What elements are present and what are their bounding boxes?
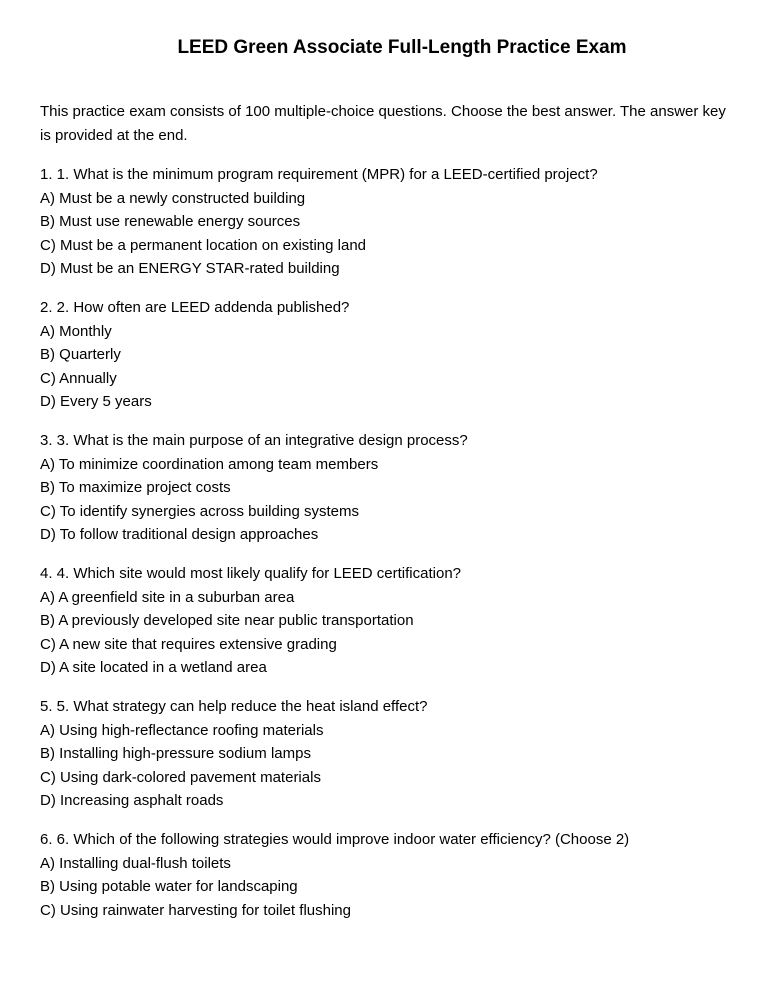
answer-option-b: B) To maximize project costs: [40, 479, 231, 496]
answer-option-a: A) Monthly: [40, 322, 112, 340]
answer-option-d: D) A site located in a wetland area: [40, 659, 267, 676]
answer-option-c: C) Annually: [40, 369, 117, 387]
question-text: 2. 2. How often are LEED addenda published?: [40, 299, 350, 316]
answer-option-c: C) Using rainwater harvesting for toilet flushing: [40, 901, 351, 919]
answer-option-b: B) Quarterly: [40, 346, 121, 363]
answer-option-c: C) Must be a permanent location on existing land: [40, 236, 367, 254]
answer-option-a: A) Must be a newly constructed building: [40, 189, 306, 207]
question-block-4: [40, 562, 740, 680]
document-title: LEED Green Associate Full-Length Practice Exam: [177, 37, 627, 58]
answer-option-a: A) Installing dual-flush toilets: [40, 854, 231, 872]
question-text: 4. 4. Which site would most likely qualify for LEED certification?: [40, 565, 462, 582]
question-block-5: [40, 695, 740, 813]
question-block-6: [40, 828, 740, 922]
answer-option-b: B) Installing high-pressure sodium lamps: [40, 745, 311, 762]
question-block-1: [40, 163, 740, 281]
question-text: 6. 6. Which of the following strategies would improve indoor water efficiency? (Choose 2): [40, 831, 630, 848]
answer-option-d: D) Every 5 years: [40, 393, 152, 410]
answer-option-b: B) Using potable water for landscaping: [40, 878, 298, 895]
answer-option-d: D) Increasing asphalt roads: [40, 792, 224, 809]
answer-option-c: C) Using dark-colored pavement materials: [40, 768, 321, 786]
answer-option-c: C) To identify synergies across building systems: [40, 502, 360, 520]
answer-option-a: A) Using high-reflectance roofing materials: [40, 721, 324, 739]
answer-option-c: C) A new site that requires extensive grading: [40, 635, 337, 653]
question-list: [40, 163, 740, 938]
answer-option-b: B) Must use renewable energy sources: [40, 213, 301, 230]
answer-option-d: D) Must be an ENERGY STAR-rated building: [40, 260, 340, 277]
question-block-3: [40, 429, 740, 547]
answer-option-a: A) A greenfield site in a suburban area: [40, 588, 295, 606]
question-block-2: [40, 296, 740, 414]
intro-paragraph: This practice exam consists of 100 multiple-choice questions. Choose the best answer. The answer key is provided at the end.: [40, 103, 726, 144]
question-text: 1. 1. What is the minimum program requirement (MPR) for a LEED-certified project?: [40, 166, 598, 183]
answer-option-a: A) To minimize coordination among team members: [40, 455, 379, 473]
answer-option-d: D) To follow traditional design approaches: [40, 526, 319, 543]
answer-option-b: B) A previously developed site near public transportation: [40, 612, 414, 629]
question-text: 3. 3. What is the main purpose of an integrative design process?: [40, 432, 468, 449]
question-text: 5. 5. What strategy can help reduce the heat island effect?: [40, 698, 428, 715]
